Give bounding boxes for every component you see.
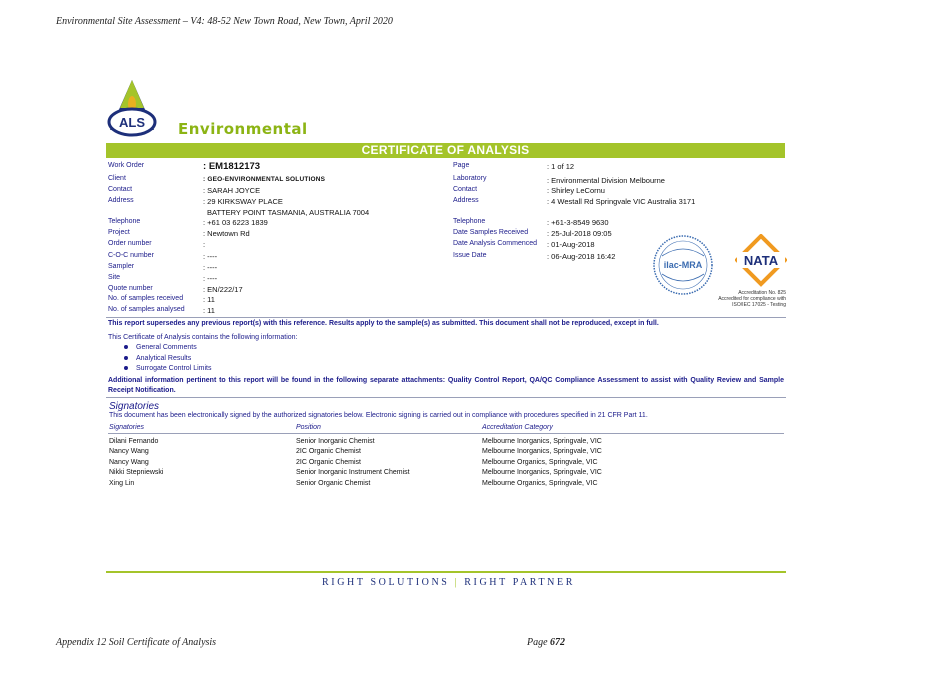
signatory-category: Melbourne Inorganics, Springvale, VIC: [482, 438, 602, 445]
page-value: : 1 of 12: [547, 162, 575, 171]
field-label: Page: [453, 162, 470, 169]
field-label: Issue Date: [453, 252, 487, 259]
table-row: [0, 459, 951, 469]
divider: [106, 397, 786, 398]
lab-address-value: : 4 Westall Rd Springvale VIC Australia 3171: [547, 197, 696, 206]
field-label: Date Analysis Commenced: [453, 240, 538, 247]
field-label: Telephone: [108, 218, 141, 225]
field-label: Site: [108, 274, 121, 281]
ilac-label: ilac-MRA: [663, 260, 703, 270]
site-value: : ----: [203, 274, 218, 283]
logo-wordmark: Environmental: [178, 120, 308, 138]
signatory-name: Nancy Wang: [109, 448, 149, 455]
address-value-line2: BATTERY POINT TASMANIA, AUSTRALIA 7004: [207, 208, 370, 217]
coc-value: : ----: [203, 252, 218, 261]
field-label: Sampler: [108, 263, 135, 270]
table-row: [0, 438, 951, 448]
bullet-icon: [124, 356, 128, 360]
signatory-category: Melbourne Inorganics, Springvale, VIC: [482, 469, 602, 476]
signatory-position: Senior Inorganic Instrument Chemist: [296, 469, 410, 476]
signatory-position: Senior Inorganic Chemist: [296, 438, 375, 445]
signatory-category: Melbourne Organics, Springvale, VIC: [482, 459, 598, 466]
field-label: C-O-C number: [108, 252, 154, 259]
samples-received-value: : 11: [203, 295, 215, 304]
project-value: : Newtown Rd: [203, 229, 250, 238]
table-row: [0, 480, 951, 490]
laboratory-value: : Environmental Division Melbourne: [547, 176, 665, 185]
field-label: Work Order: [108, 162, 145, 169]
field-label: Project: [108, 229, 130, 236]
field-label: Order number: [108, 240, 152, 247]
signatory-name: Nancy Wang: [109, 459, 149, 466]
field-label: Date Samples Received: [453, 229, 529, 236]
tagline: RIGHT SOLUTIONS | RIGHT PARTNER: [322, 577, 575, 588]
bullet-icon: [124, 366, 128, 370]
list-item: General Comments: [124, 344, 197, 351]
field-label: Contact: [108, 186, 133, 193]
column-header-category: Accreditation Category: [482, 424, 553, 431]
list-item: Analytical Results: [124, 355, 191, 362]
column-header-position: Position: [296, 424, 321, 431]
field-label: Quote number: [108, 285, 153, 292]
client-value: : GEO-ENVIRONMENTAL SOLUTIONS: [203, 176, 326, 183]
divider: [108, 433, 784, 434]
contact-value: : SARAH JOYCE: [203, 186, 261, 195]
issue-date-value: : 06-Aug-2018 16:42: [547, 252, 616, 261]
green-divider: [106, 571, 786, 573]
signatory-category: Melbourne Organics, Springvale, VIC: [482, 480, 598, 487]
signatories-title: Signatories: [109, 401, 160, 412]
supersede-note: This report supersedes any previous report(s) with this reference. Results apply to the sample(s) as submitted. This document shall not be reproduced, except in full.: [108, 320, 659, 327]
field-label: No. of samples analysed: [108, 306, 185, 313]
quote-number-value: : EN/222/17: [203, 285, 243, 294]
contents-intro: This Certificate of Analysis contains the following information:: [108, 334, 298, 341]
telephone-value: : +61 03 6223 1839: [203, 218, 268, 227]
signatory-position: 2IC Organic Chemist: [296, 459, 361, 466]
divider: [106, 317, 786, 318]
field-label: No. of samples received: [108, 295, 184, 302]
list-item: Surrogate Control Limits: [124, 365, 211, 372]
footer-page-number: Page 672: [527, 637, 566, 648]
signatories-description: This document has been electronically signed by the authorized signatories below. Electronic signing is carried out in compliance with procedures specified in 21 CFR Part 11.: [109, 412, 648, 419]
additional-info: Additional information pertinent to this report will be found in the following separate attachments: Quality Control Report, QA/QC Compliance Assessment to assist with Quality Review and Sample Receipt Notification.: [108, 377, 784, 394]
footer-appendix: Appendix 12 Soil Certificate of Analysis: [56, 637, 217, 648]
signatory-name: Nikki Stepniewski: [109, 469, 164, 476]
work-order-value: : EM1812173: [203, 161, 261, 172]
sampler-value: : ----: [203, 263, 218, 272]
accreditation-note: Accreditation No. 825 Accredited for compliance with ISO/IEC 17025 - Testing: [718, 290, 786, 308]
table-row: [0, 448, 951, 458]
certificate-title: CERTIFICATE OF ANALYSIS: [106, 143, 785, 158]
field-label: Laboratory: [453, 175, 487, 182]
lab-contact-value: : Shirley LeCornu: [547, 186, 605, 195]
field-label: Telephone: [453, 218, 486, 225]
lab-telephone-value: : +61-3-8549 9630: [547, 218, 609, 227]
ilac-mra-seal-icon: [652, 234, 714, 296]
field-label: Client: [108, 175, 126, 182]
document-header: Environmental Site Assessment – V4: 48-52 New Town Road, New Town, April 2020: [56, 16, 393, 27]
column-header-signatories: Signatories: [109, 424, 145, 431]
signatory-category: Melbourne Inorganics, Springvale, VIC: [482, 448, 602, 455]
signatory-name: Xing Lin: [109, 480, 135, 487]
samples-analysed-value: : 11: [203, 306, 215, 315]
logo-acronym: ALS: [119, 115, 145, 130]
order-number-value: :: [203, 240, 206, 249]
field-label: Address: [453, 197, 479, 204]
signatory-name: Dilani Fernando: [109, 438, 159, 445]
nata-label: NATA: [743, 253, 779, 268]
date-commenced-value: : 01-Aug-2018: [547, 240, 595, 249]
table-row: [0, 469, 951, 479]
field-label: Address: [108, 197, 134, 204]
signatory-position: Senior Organic Chemist: [296, 480, 371, 487]
field-label: Contact: [453, 186, 478, 193]
bullet-icon: [124, 345, 128, 349]
address-value: : 29 KIRKSWAY PLACE: [203, 197, 283, 206]
date-received-value: : 25-Jul-2018 09:05: [547, 229, 612, 238]
signatory-position: 2IC Organic Chemist: [296, 448, 361, 455]
nata-mark-icon: [735, 234, 787, 290]
